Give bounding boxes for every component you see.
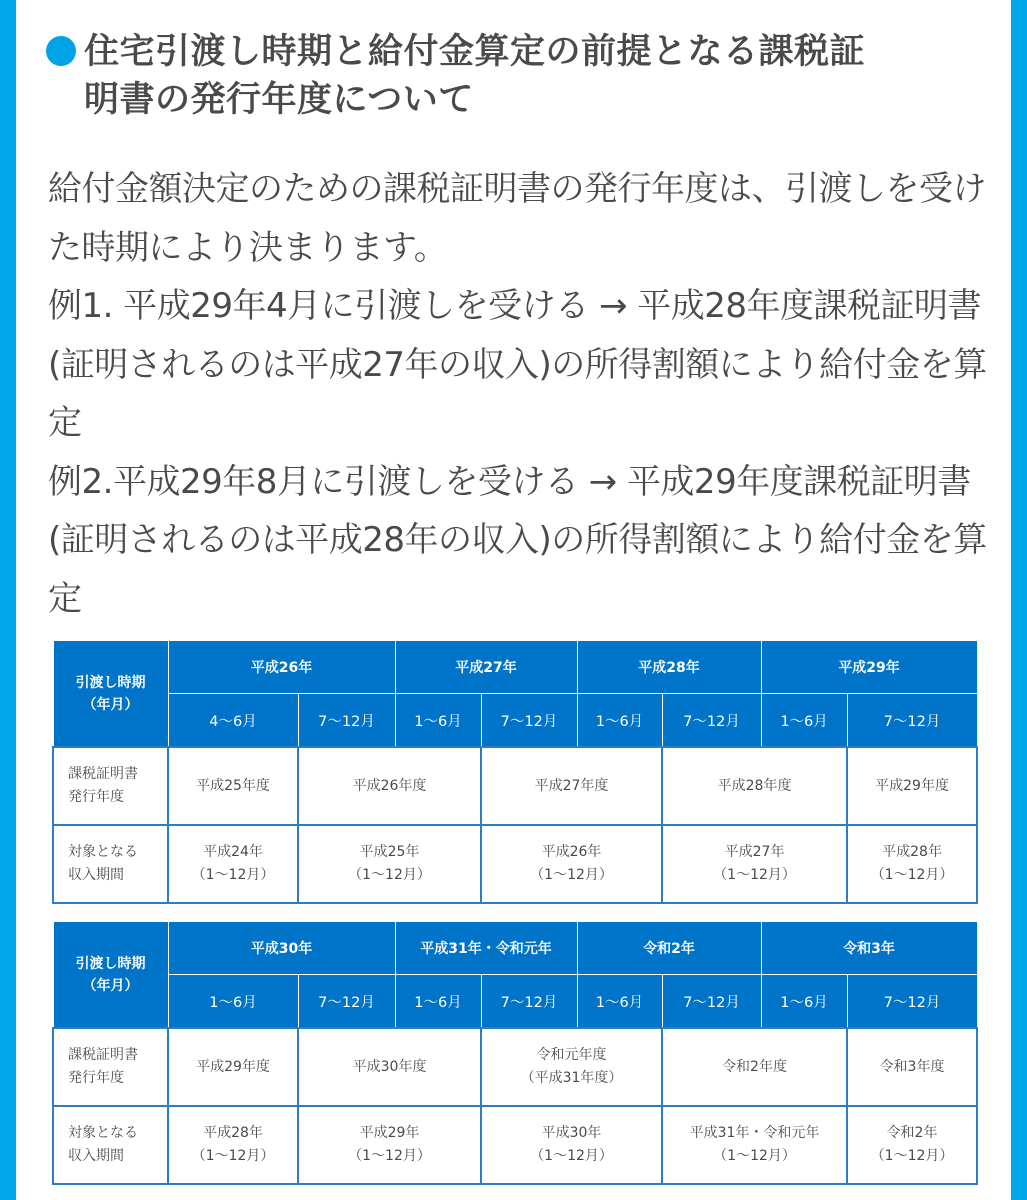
- intro-paragraph: 給付金額決定のための課税証明書の発行年度は、引渡しを受けた時期により決まります。: [48, 169, 986, 268]
- table-cell: 令和元年度 （平成31年度）: [481, 1028, 662, 1106]
- table-cell: 平成28年 （1〜12月）: [847, 825, 977, 903]
- table-cell: 平成31年・令和元年 （1〜12月）: [662, 1106, 847, 1184]
- content-area: [16, 0, 1011, 1200]
- year-header: 平成28年: [577, 641, 761, 694]
- year-header: 平成29年: [761, 641, 977, 694]
- table-cell: 平成25年 （1〜12月）: [298, 825, 481, 903]
- row-label: 対象となる 収入期間: [53, 825, 168, 903]
- table-cell: 平成26年 （1〜12月）: [481, 825, 662, 903]
- period-header: 7〜12月: [662, 694, 761, 748]
- corner-label-1: 引渡し時期: [75, 955, 146, 972]
- table-cell: 平成25年度: [168, 747, 298, 825]
- period-header: 1〜6月: [577, 694, 662, 748]
- heading-line-1: 住宅引渡し時期と給付金算定の前提となる課税証: [84, 32, 866, 72]
- example-2: 例2.平成29年8月に引渡しを受ける → 平成29年度課税証明書(証明されるのは平成28年の収入)の所得割額により給付金を算定: [48, 461, 987, 619]
- year-header: 平成27年: [395, 641, 577, 694]
- body-text: [48, 160, 988, 628]
- table-cell: 令和3年度: [847, 1028, 977, 1106]
- year-header: 平成30年: [168, 922, 395, 975]
- table-cell: 令和2年 （1〜12月）: [847, 1106, 977, 1184]
- heading-line-2: 明書の発行年度について: [84, 80, 474, 120]
- table-row-cert-year: [53, 747, 977, 825]
- table-cell: 平成30年度: [298, 1028, 481, 1106]
- table-row-cert-year: [53, 1028, 977, 1106]
- table-cell: 平成28年度: [662, 747, 847, 825]
- table-cell: 平成29年度: [168, 1028, 298, 1106]
- corner-label-2: （年月）: [82, 696, 139, 713]
- table-cell: 平成29年 （1〜12月）: [298, 1106, 481, 1184]
- section-heading: [46, 28, 976, 124]
- period-header: 7〜12月: [298, 975, 395, 1029]
- year-header: 平成26年: [168, 641, 395, 694]
- row-label: 課税証明書 発行年度: [53, 1028, 168, 1106]
- table-cell: 平成27年 （1〜12月）: [662, 825, 847, 903]
- table-cell: 平成28年 （1〜12月）: [168, 1106, 298, 1184]
- table-row-income-period: [53, 1106, 977, 1184]
- row-label: 対象となる 収入期間: [53, 1106, 168, 1184]
- year-header: 平成31年・令和元年: [395, 922, 577, 975]
- period-header: 1〜6月: [577, 975, 662, 1029]
- period-header: 7〜12月: [298, 694, 395, 748]
- table-row-income-period: [53, 825, 977, 903]
- period-header: 1〜6月: [761, 694, 847, 748]
- period-header: 1〜6月: [761, 975, 847, 1029]
- schedule-table-1: [52, 640, 978, 904]
- table-cell: 平成27年度: [481, 747, 662, 825]
- period-header: 1〜6月: [395, 975, 481, 1029]
- left-frame-bar: [0, 0, 16, 1200]
- table-cell: 平成29年度: [847, 747, 977, 825]
- period-header: 7〜12月: [847, 975, 977, 1029]
- row-label: 課税証明書 発行年度: [53, 747, 168, 825]
- table-cell: 令和2年度: [662, 1028, 847, 1106]
- corner-label-2: （年月）: [82, 977, 139, 994]
- bullet-dot-icon: [46, 36, 76, 66]
- corner-header: [53, 922, 168, 1029]
- period-header: 1〜6月: [395, 694, 481, 748]
- year-header: 令和3年: [761, 922, 977, 975]
- period-header: 7〜12月: [847, 694, 977, 748]
- period-header: 7〜12月: [481, 694, 577, 748]
- table-cell: 平成26年度: [298, 747, 481, 825]
- period-header: 7〜12月: [662, 975, 761, 1029]
- period-header: 4〜6月: [168, 694, 298, 748]
- example-1: 例1. 平成29年4月に引渡しを受ける → 平成28年度課税証明書(証明されるのは平成27年の収入)の所得割額により給付金を算定: [48, 286, 987, 443]
- corner-header: [53, 641, 168, 748]
- corner-label-1: 引渡し時期: [75, 674, 146, 691]
- period-header: 7〜12月: [481, 975, 577, 1029]
- table-cell: 平成30年 （1〜12月）: [481, 1106, 662, 1184]
- right-frame-bar: [1011, 0, 1027, 1200]
- schedule-table-2: [52, 921, 978, 1185]
- table-cell: 平成24年 （1〜12月）: [168, 825, 298, 903]
- period-header: 1〜6月: [168, 975, 298, 1029]
- year-header: 令和2年: [577, 922, 761, 975]
